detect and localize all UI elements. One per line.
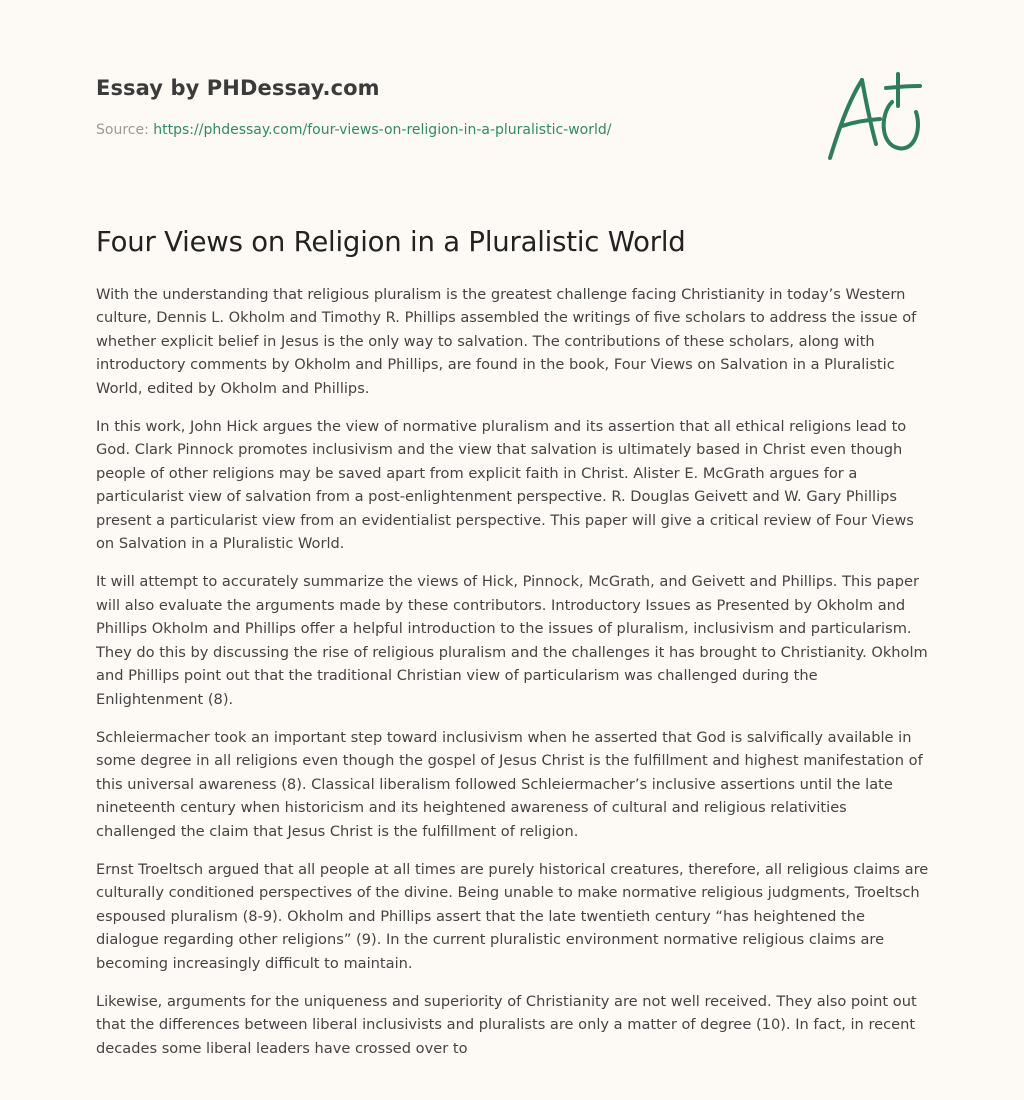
essay-paragraph: With the understanding that religious pluralism is the greatest challenge facing Christianity in today’s Western culture, Dennis L. Okholm and Timothy R. Phillips assembled the writings of five scholars to address the issue of whether explicit belief in Jesus is the only way to salvation. The contributions of these scholars, along with introductory comments by Okholm and Phillips, are found in the book, Four Views on Salvation in a Pluralistic World, edited by Okholm and Phillips. [96, 286, 917, 397]
essay-content [96, 226, 929, 1075]
essay-paragraph: In this work, John Hick argues the view of normative pluralism and its assertion that all ethical religions lead to God. Clark Pinnock promotes inclusivism and the view that salvation is ultimately based in Christ even though people of other religions may be saved apart from explicit faith in Christ. Alister E. McGrath argues for a particularist view of salvation from a post-enlightenment perspective. R. Douglas Geivett and W. Gary Phillips present a particularist view from an evidentialist perspective. This paper will give a critical review of Four Views on Salvation in a Pluralistic World. [96, 418, 914, 553]
essay-title: Four Views on Religion in a Pluralistic World [96, 226, 686, 258]
essay-paragraph: Ernst Troeltsch argued that all people at all times are purely historical creatures, therefore, all religious claims are culturally conditioned perspectives of the divine. Being unable to make normative religious judgments, Troeltsch espoused pluralism (8-9). Okholm and Phillips assert that the late twentieth century “has heightened the dialogue regarding other religions” (9). In the current pluralistic environment normative religious claims are becoming increasingly difficult to maintain. [96, 860, 929, 972]
page-header [96, 76, 796, 138]
a-plus-logo-icon [818, 62, 928, 172]
essay-paragraph: Schleiermacher took an important step toward inclusivism when he asserted that God is salvifically available in some degree in all religions even though the gospel of Jesus Christ is the fulfillment and highest manifestation of this universal awareness (8). Classical liberalism followed Schleiermacher’s inclusive assertions until the late nineteenth century when historicism and its heightened awareness of cultural and religious relativities challenged the claim that Jesus Christ is the fulfillment of religion. [96, 728, 923, 840]
essay-paragraph: It will attempt to accurately summarize the views of Hick, Pinnock, McGrath, and Geivett and Phillips. This paper will also evaluate the arguments made by these contributors. Introductory Issues as Presented by Okholm and Phillips Okholm and Phillips offer a helpful introduction to the issues of pluralism, inclusivism and particularism. They do this by discussing the rise of religious pluralism and the challenges it has brought to Christianity. Okholm and Phillips point out that the traditional Christian view of particularism was challenged during the Enlightenment (8). [96, 573, 928, 708]
source-line [96, 122, 796, 138]
essay-paragraph: Likewise, arguments for the uniqueness and superiority of Christianity are not well received. They also point out that the differences between liberal inclusivists and pluralists are only a matter of degree (10). In fact, in recent decades some liberal leaders have crossed over to [96, 992, 917, 1057]
source-label: Source: [96, 122, 154, 138]
site-title: Essay by PHDessay.com [96, 76, 380, 100]
source-link[interactable]: https://phdessay.com/four-views-on-religion-in-a-pluralistic-world/ [153, 122, 612, 138]
